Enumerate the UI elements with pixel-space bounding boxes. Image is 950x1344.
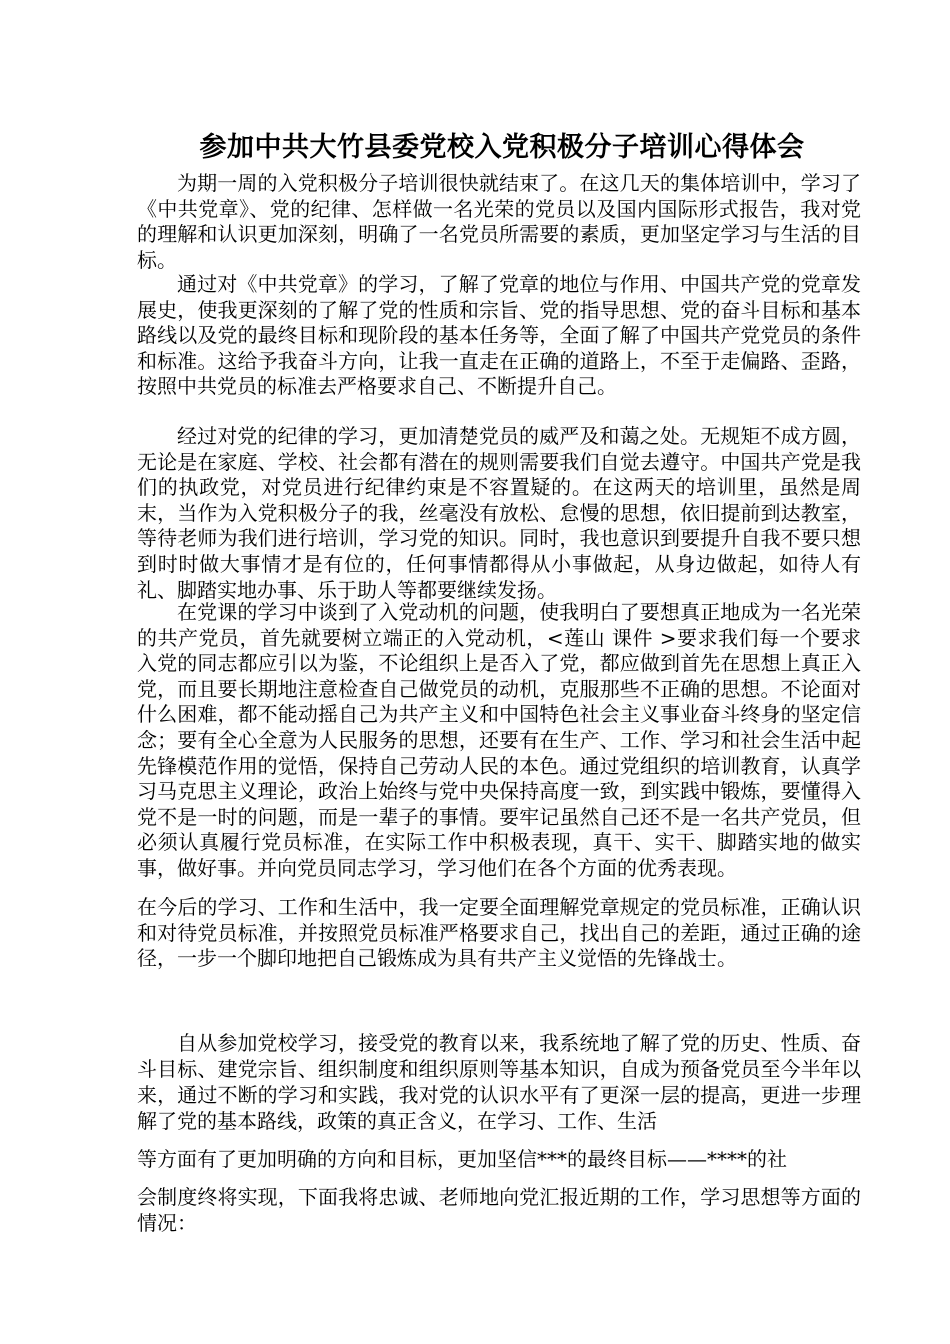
closing-paragraph-part1: 自从参加党校学习，接受党的教育以来，我系统地了解了党的历史、性质、奋斗目标、建党宗旨、组织制度和组织原则等基本知识，自成为预备党员至今半年以来，通过不断的学习和实践，我对党的认识水平有了更深一层的提高，更进一步理解了党的基本路线，政策的真正含义，在学习、工作、生活 (137, 1031, 861, 1133)
paragraph-future-commitment: 在今后的学习、工作和生活中，我一定要全面理解党章规定的党员标准，正确认识和对待党员标准，并按照党员标准严格要求自己，找出自己的差距，通过正确的途径，一步一个脚印地把自己锻炼成为具有共产主义觉悟的先锋战士。 (137, 895, 861, 971)
paragraph-motivation: 在党课的学习中谈到了入党动机的问题，使我明白了要想真正地成为一名光荣的共产党员，首先就要树立端正的入党动机，<莲山 课件 >要求我们每一个要求入党的同志都应引以为鉴，不论组织上是否入了党，都应做到首先在思想上真正入党，而且要长期地注意检查自己做党员的动机，克服那些不正确的思想。不论面对什么困难，都不能动摇自己为共产主义和中国特色社会主义事业奋斗终身的坚定信念；要有全心全意为人民服务的思想，还要有在生产、工作、学习和社会生活中起先锋模范作用的觉悟，保持自己劳动人民的本色。通过党组织的培训教育，认真学习马克思主义理论，政治上始终与党中央保持高度一致，到实践中锻炼，要懂得入党不是一时的问题，而是一辈子的事情。要牢记虽然自己还不是一名共产党员，但必须认真履行党员标准，在实际工作中积极表现，真干、实干、脚踏实地的做实事，做好事。并向党员同志学习，学习他们在各个方面的优秀表现。 (137, 600, 861, 880)
paragraph-intro: 为期一周的入党积极分子培训很快就结束了。在这几天的集体培训中，学习了《中共党章》、党的纪律、怎样做一名光荣的党员以及国内国际形式报告，我对党的理解和认识更加深刻，明确了一名党员所需要的素质，更加坚定学习与生活的目标。 (137, 171, 861, 272)
document-title: 参加中共大竹县委党校入党积极分子培训心得体会 (199, 132, 805, 163)
closing-paragraph (137, 1030, 861, 1236)
closing-paragraph-part3: 会制度终将实现，下面我将忠诚、老师地向党汇报近期的工作，学习思想等方面的情况： (137, 1185, 861, 1235)
paragraph-party-discipline: 经过对党的纪律的学习，更加清楚党员的威严及和蔼之处。无规矩不成方圆，无论是在家庭、学校、社会都有潜在的规则需要我们自觉去遵守。中国共产党是我们的执政党，对党员进行纪律约束是不容置疑的。在这两天的培训里，虽然是周末，当作为入党积极分子的我，丝毫没有放松、怠慢的思想，依旧提前到达教室，等待老师为我们进行培训，学习党的知识。同时，我也意识到要提升自我不要只想到时时做大事情才是有位的，任何事情都得从小事做起，从身边做起，如待人有礼、脚踏实地办事、乐于助人等都要继续发扬。 (137, 424, 861, 602)
closing-paragraph-part2: 等方面有了更加明确的方向和目标，更加坚信***的最终目标——****的社 (137, 1147, 787, 1171)
paragraph-party-constitution: 通过对《中共党章》的学习，了解了党章的地位与作用、中国共产党的党章发展史，使我更深刻的了解了党的性质和宗旨、党的指导思想、党的奋斗目标和基本路线以及党的最终目标和现阶段的基本任务等，全面了解了中国共产党党员的条件和标准。这给予我奋斗方向，让我一直走在正确的道路上，不至于走偏路、歪路，按照中共党员的标准去严格要求自己、不断提升自己。 (137, 272, 861, 399)
